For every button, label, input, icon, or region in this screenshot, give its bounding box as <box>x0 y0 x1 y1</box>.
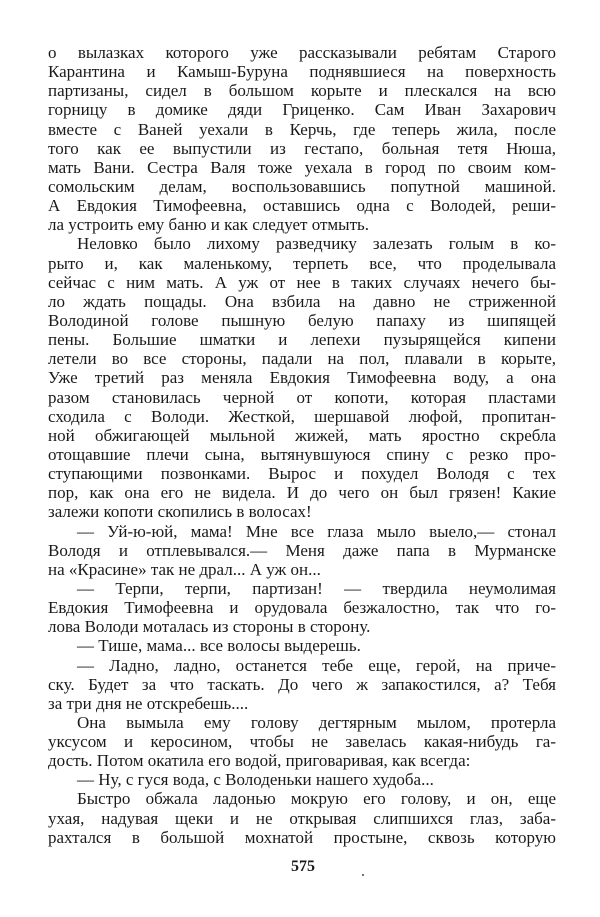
text-line: Быстро обжала ладонью мокрую его голову, и он, еще <box>77 789 556 809</box>
text-line: летели во все стороны, падали на пол, плавали в корыте, <box>48 349 556 369</box>
text-line: пор, как она его не видела. И до чего он был грязен! Какие <box>48 483 556 503</box>
paragraph <box>48 770 556 789</box>
text-line: ла устроить ему баню и как следует отмыть. <box>48 215 370 235</box>
text-line: Неловко было лихому разведчику залезать голым в ко- <box>77 234 556 254</box>
scan-speck <box>362 874 364 876</box>
text-line: мать Вани. Сестра Валя тоже уехала в город по своим ком- <box>48 157 556 177</box>
paragraph <box>48 522 556 579</box>
text-line: — Уй-ю-юй, мама! Мне все глаза мыло выело,— стонал <box>77 521 556 541</box>
text-line: Володиной голове пышную белую папаху из шипящей <box>48 310 556 330</box>
paragraph <box>48 579 556 636</box>
text-line: дость. Потом окатила его водой, приговаривая, как всегда: <box>48 751 471 771</box>
text-line: ной обжигающей мыльной жижей, мать яростно скребла <box>48 425 556 445</box>
text-line: разом становилась черной от копоти, которая пластами <box>48 387 556 407</box>
text-line: Володя и отплевывался.— Меня даже папа в Мурманске <box>48 540 556 560</box>
text-line: о вылазках которого уже рассказывали ребятам Старого <box>48 43 556 62</box>
paragraph <box>48 656 556 713</box>
text-line: Уже третий раз меняла Евдокия Тимофеевна воду, а она <box>48 368 556 388</box>
text-line: сходила с Володи. Жесткой, шершавой люфой, пропитан- <box>48 406 556 426</box>
paragraph <box>48 234 556 521</box>
paragraph <box>48 789 556 846</box>
text-line: горницу в домике дяди Гриценко. Сам Иван Захарович <box>48 100 556 120</box>
text-line: вместе с Ваней уехали в Керчь, где теперь жила, после <box>48 119 556 139</box>
text-line: Она вымыла ему голову дегтярным мылом, протерла <box>77 712 556 732</box>
text-line: уксусом и керосином, чтобы не завелась какая-нибудь га- <box>48 732 556 752</box>
text-line: ску. Будет за что таскать. До чего ж запакостился, а? Тебя <box>48 674 556 694</box>
page-number: 575 <box>291 858 315 875</box>
text-line: Карантина и Камыш-Буруна поднявшиеся на поверхность <box>48 62 556 82</box>
text-line: Евдокия Тимофеевна и орудовала безжалостно, так что го- <box>48 598 556 618</box>
text-line: ло ждать пощады. Она взбила на давно не стриженной <box>48 291 556 311</box>
paragraph <box>48 713 556 770</box>
text-line: лова Володи моталась из стороны в сторону. <box>48 617 371 637</box>
text-line: рахтался в большой мохнатой простыне, сквозь которую <box>48 827 556 847</box>
text-line: — Ладно, ладно, останется тебе еще, герой, на приче- <box>77 655 556 675</box>
text-line: — Терпи, терпи, партизан! — твердила неумолимая <box>77 578 556 598</box>
text-line: сейчас с ним мать. А уж от нее в таких случаях нечего бы- <box>48 272 556 292</box>
text-line: за три дня не отскребешь.... <box>48 693 249 713</box>
text-line: на «Красине» так не драл... А уж он... <box>48 559 321 579</box>
text-line: залежи копоти скопились в волосах! <box>48 502 312 522</box>
text-line: отощавшие плечи сына, вытянувшуюся спину с резко про- <box>48 444 556 464</box>
text-line: — Ну, с гуся вода, с Володеньки нашего худоба... <box>77 770 434 790</box>
paragraph <box>48 43 556 234</box>
text-line: А Евдокия Тимофеевна, оставшись одна с Володей, реши- <box>48 196 556 216</box>
text-line: партизаны, сидел в большом корыте и плескался на всю <box>48 81 556 101</box>
text-line: — Тише, мама... все волосы выдерешь. <box>77 636 361 656</box>
text-line: того как ее выпустили из гестапо, больная тетя Нюша, <box>48 138 556 158</box>
text-line: рыто и, как маленькому, терпеть все, что проделывала <box>48 253 556 273</box>
text-line: пены. Большие шматки и лепехи пузырящейся кипени <box>48 330 556 350</box>
text-line: ухая, надувая щеки и не открывая слипшихся глаз, заба- <box>48 808 556 828</box>
paragraph <box>48 636 556 655</box>
text-line: сомольским делам, воспользовавшись попутной машиной. <box>48 176 556 196</box>
page-body <box>48 43 556 847</box>
text-line: ступающими позвонками. Вырос и похудел Володя с тех <box>48 464 556 484</box>
